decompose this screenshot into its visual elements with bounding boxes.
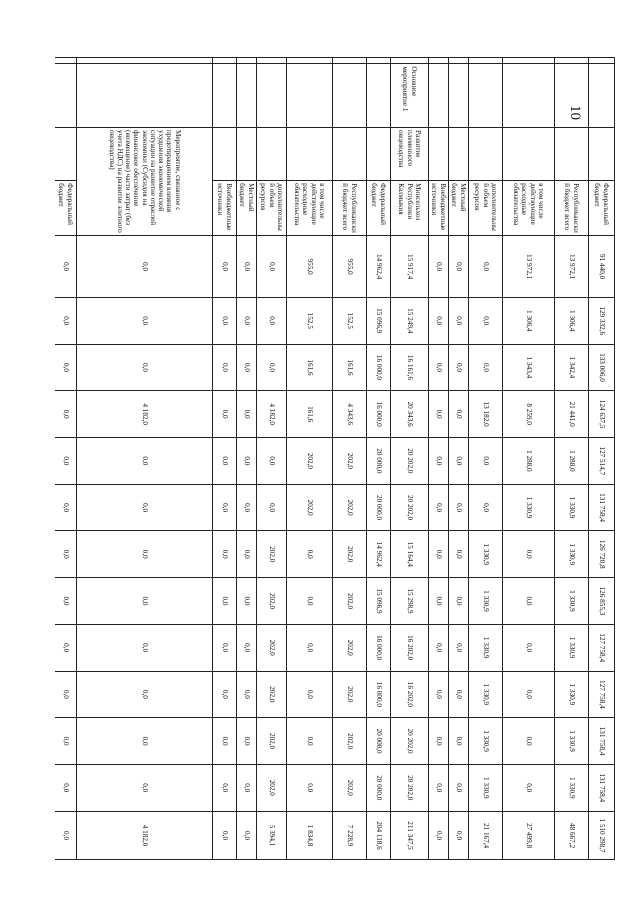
value-cell: 0,0 xyxy=(503,624,555,671)
value-cell: 0,0 xyxy=(429,624,449,671)
value-cell: 0,0 xyxy=(503,578,555,625)
value-cell: 0,0 xyxy=(213,671,237,718)
value-cell: 0,0 xyxy=(449,391,469,438)
value-cell: 1 330,9 xyxy=(469,624,503,671)
event-cell xyxy=(589,128,615,181)
value-cell: 955,0 xyxy=(287,236,333,298)
value-cell: 202,0 xyxy=(257,531,287,578)
value-cell: 0,0 xyxy=(449,344,469,391)
value-cell: 1 330,9 xyxy=(503,484,555,531)
value-cell: 202,0 xyxy=(333,718,367,765)
value-cell: 202,0 xyxy=(333,764,367,811)
value-cell: 0,0 xyxy=(237,344,257,391)
value-cell: 1 306,4 xyxy=(555,297,589,344)
value-cell: 0,0 xyxy=(213,531,237,578)
value-cell: 202,0 xyxy=(257,578,287,625)
table-row xyxy=(449,58,469,902)
source-cell: дополнительный объем ресурсов xyxy=(257,181,287,236)
value-cell: 0,0 xyxy=(77,236,213,298)
value-cell: 0,0 xyxy=(213,391,237,438)
value-cell: 0,0 xyxy=(55,391,77,438)
value-cell: 0,0 xyxy=(429,344,449,391)
group-cell xyxy=(257,64,287,128)
value-cell: 0,0 xyxy=(237,484,257,531)
total-cell: 0,0 xyxy=(213,811,237,860)
value-cell: 4 182,0 xyxy=(77,391,213,438)
value-cell: 0,0 xyxy=(77,531,213,578)
value-cell: 20 000,0 xyxy=(367,438,391,485)
value-cell: 1 330,9 xyxy=(555,671,589,718)
value-cell: 152,5 xyxy=(287,297,333,344)
value-cell: 0,0 xyxy=(449,484,469,531)
value-cell: 15 096,9 xyxy=(367,578,391,625)
value-cell: 0,0 xyxy=(55,236,77,298)
budget-table xyxy=(55,57,615,902)
source-cell: Внебюджетные источники xyxy=(213,181,237,236)
value-cell: 0,0 xyxy=(55,344,77,391)
table-row xyxy=(391,58,429,902)
value-cell: 0,0 xyxy=(257,484,287,531)
value-cell: 0,0 xyxy=(449,718,469,765)
value-cell: 16 161,6 xyxy=(391,344,429,391)
value-cell: 0,0 xyxy=(213,718,237,765)
value-cell: 14 962,4 xyxy=(367,236,391,298)
value-cell: 131 758,4 xyxy=(589,718,615,765)
value-cell: 16 202,0 xyxy=(391,624,429,671)
value-cell: 0,0 xyxy=(213,438,237,485)
value-cell: 20 202,0 xyxy=(391,438,429,485)
value-cell: 1 343,4 xyxy=(503,344,555,391)
value-cell: 202,0 xyxy=(257,624,287,671)
value-cell: 0,0 xyxy=(503,764,555,811)
value-cell: 15 298,9 xyxy=(391,578,429,625)
total-cell: 7 228,9 xyxy=(333,811,367,860)
table-row xyxy=(213,58,237,902)
value-cell: 0,0 xyxy=(429,764,449,811)
value-cell: 131 758,4 xyxy=(589,484,615,531)
value-cell: 0,0 xyxy=(287,531,333,578)
value-cell: 16 000,0 xyxy=(367,671,391,718)
total-cell: 21 167,4 xyxy=(469,811,503,860)
event-cell xyxy=(55,128,77,181)
value-cell: 0,0 xyxy=(237,391,257,438)
value-cell: 131 758,4 xyxy=(589,764,615,811)
value-cell: 202,0 xyxy=(333,438,367,485)
value-cell: 0,0 xyxy=(55,718,77,765)
value-cell: 0,0 xyxy=(237,531,257,578)
table-row xyxy=(333,58,367,902)
value-cell: 1 330,9 xyxy=(555,624,589,671)
value-cell: 1 330,9 xyxy=(469,718,503,765)
value-cell: 20 343,6 xyxy=(391,391,429,438)
total-cell: 4 182,0 xyxy=(77,811,213,860)
event-cell xyxy=(237,128,257,181)
value-cell: 0,0 xyxy=(77,438,213,485)
source-cell: в том числе действующие расходные обязательства xyxy=(287,181,333,236)
value-cell: 0,0 xyxy=(287,578,333,625)
value-cell: 0,0 xyxy=(237,236,257,298)
value-cell: 0,0 xyxy=(213,297,237,344)
table-row xyxy=(237,58,257,902)
event-cell xyxy=(449,128,469,181)
value-cell: 20 202,0 xyxy=(391,764,429,811)
value-cell: 202,0 xyxy=(257,718,287,765)
value-cell: 16 000,0 xyxy=(367,391,391,438)
value-cell: 0,0 xyxy=(469,484,503,531)
total-cell: 0,0 xyxy=(55,811,77,860)
value-cell: 0,0 xyxy=(469,438,503,485)
value-cell: 0,0 xyxy=(77,718,213,765)
value-cell: 202,0 xyxy=(333,531,367,578)
table-row xyxy=(555,58,589,902)
value-cell: 0,0 xyxy=(429,718,449,765)
event-cell xyxy=(287,128,333,181)
value-cell: 0,0 xyxy=(237,438,257,485)
value-cell: 161,6 xyxy=(333,344,367,391)
value-cell: 202,0 xyxy=(257,671,287,718)
value-cell: 0,0 xyxy=(55,297,77,344)
table-row xyxy=(589,58,615,902)
value-cell: 0,0 xyxy=(257,344,287,391)
group-cell xyxy=(333,64,367,128)
event-cell xyxy=(257,128,287,181)
value-cell: 0,0 xyxy=(213,578,237,625)
source-cell: Минсельхоз Республики Калмыкия xyxy=(391,181,429,236)
value-cell: 161,6 xyxy=(287,391,333,438)
value-cell: 152,5 xyxy=(333,297,367,344)
value-cell: 15 917,4 xyxy=(391,236,429,298)
value-cell: 129 332,6 xyxy=(589,297,615,344)
value-cell: 202,0 xyxy=(333,671,367,718)
value-cell: 0,0 xyxy=(429,484,449,531)
value-cell: 13 182,0 xyxy=(469,391,503,438)
value-cell: 1 330,9 xyxy=(469,578,503,625)
total-cell: 5 394,1 xyxy=(257,811,287,860)
value-cell: 202,0 xyxy=(333,578,367,625)
table-row xyxy=(503,58,555,902)
value-cell: 0,0 xyxy=(449,624,469,671)
value-cell: 0,0 xyxy=(77,671,213,718)
event-cell xyxy=(503,128,555,181)
value-cell: 1 330,9 xyxy=(469,671,503,718)
value-cell: 0,0 xyxy=(503,718,555,765)
value-cell: 124 637,5 xyxy=(589,391,615,438)
group-cell xyxy=(589,64,615,128)
source-cell: дополнительный объем ресурсов xyxy=(469,181,503,236)
value-cell: 0,0 xyxy=(55,624,77,671)
value-cell: 202,0 xyxy=(333,624,367,671)
value-cell: 0,0 xyxy=(429,438,449,485)
group-cell xyxy=(555,64,589,128)
value-cell: 0,0 xyxy=(469,297,503,344)
value-cell: 127 514,7 xyxy=(589,438,615,485)
value-cell: 4 182,0 xyxy=(257,391,287,438)
value-cell: 1 330,9 xyxy=(469,531,503,578)
value-cell: 0,0 xyxy=(449,531,469,578)
value-cell: 0,0 xyxy=(55,531,77,578)
group-cell xyxy=(503,64,555,128)
event-cell xyxy=(469,128,503,181)
table-row xyxy=(287,58,333,902)
event-cell: Мероприятие, связанное с предотвращением влияния ухудшения экономической ситуации на развитие отраслей экономики (Субсидия на финансовое обеспечение (возмещение) части затрат (без учета НДС) на развитие элитного овцеводства) xyxy=(77,128,213,236)
value-cell: 0,0 xyxy=(287,671,333,718)
value-cell: 1 330,9 xyxy=(555,531,589,578)
value-cell: 13 972,1 xyxy=(555,236,589,298)
table-row xyxy=(77,58,213,902)
value-cell: 0,0 xyxy=(213,484,237,531)
event-cell xyxy=(367,128,391,181)
event-cell xyxy=(429,128,449,181)
value-cell: 0,0 xyxy=(469,236,503,298)
value-cell: 0,0 xyxy=(55,671,77,718)
source-cell: в том числе действующие расходные обязательства xyxy=(503,181,555,236)
value-cell: 0,0 xyxy=(503,531,555,578)
value-cell: 0,0 xyxy=(55,764,77,811)
value-cell: 91 440,0 xyxy=(589,236,615,298)
value-cell: 0,0 xyxy=(429,671,449,718)
landscape-table-area xyxy=(55,57,615,902)
value-cell: 0,0 xyxy=(213,764,237,811)
value-cell: 0,0 xyxy=(287,718,333,765)
value-cell: 955,0 xyxy=(333,236,367,298)
total-cell: 204 118,6 xyxy=(367,811,391,860)
value-cell: 20 202,0 xyxy=(391,484,429,531)
value-cell: 0,0 xyxy=(449,236,469,298)
value-cell: 20 000,0 xyxy=(367,484,391,531)
value-cell: 1 306,4 xyxy=(503,297,555,344)
event-cell xyxy=(555,128,589,181)
source-cell: Местный бюджет xyxy=(449,181,469,236)
event-cell: Развитие племенного овцеводства xyxy=(391,128,429,181)
total-cell: 211 347,5 xyxy=(391,811,429,860)
total-cell: 0,0 xyxy=(449,811,469,860)
value-cell: 126 720,8 xyxy=(589,531,615,578)
value-cell: 20 000,0 xyxy=(367,764,391,811)
table-row xyxy=(429,58,449,902)
table-row xyxy=(257,58,287,902)
value-cell: 0,0 xyxy=(55,438,77,485)
value-cell: 15 164,4 xyxy=(391,531,429,578)
group-cell xyxy=(287,64,333,128)
value-cell: 126 855,3 xyxy=(589,578,615,625)
total-cell: 48 667,2 xyxy=(555,811,589,860)
table-frame xyxy=(55,57,615,902)
value-cell: 0,0 xyxy=(429,578,449,625)
value-cell: 0,0 xyxy=(77,624,213,671)
value-cell: 0,0 xyxy=(237,624,257,671)
value-cell: 15 249,4 xyxy=(391,297,429,344)
value-cell: 0,0 xyxy=(213,344,237,391)
value-cell: 0,0 xyxy=(449,671,469,718)
value-cell: 0,0 xyxy=(55,578,77,625)
table-row xyxy=(469,58,503,902)
value-cell: 0,0 xyxy=(257,236,287,298)
source-cell: Федеральный бюджет xyxy=(589,181,615,236)
total-cell: 1 834,8 xyxy=(287,811,333,860)
value-cell: 0,0 xyxy=(213,236,237,298)
value-cell: 0,0 xyxy=(429,531,449,578)
value-cell: 1 342,4 xyxy=(555,344,589,391)
value-cell: 0,0 xyxy=(429,236,449,298)
value-cell: 161,6 xyxy=(287,344,333,391)
value-cell: 0,0 xyxy=(237,718,257,765)
value-cell: 20 202,0 xyxy=(391,718,429,765)
value-cell: 0,0 xyxy=(449,578,469,625)
total-cell: 0,0 xyxy=(429,811,449,860)
value-cell: 133 006,0 xyxy=(589,344,615,391)
group-cell xyxy=(213,64,237,128)
value-cell: 14 962,4 xyxy=(367,531,391,578)
value-cell: 1 330,9 xyxy=(555,578,589,625)
value-cell: 0,0 xyxy=(77,297,213,344)
value-cell: 20 000,0 xyxy=(367,718,391,765)
value-cell: 15 096,9 xyxy=(367,297,391,344)
total-cell: 0,0 xyxy=(237,811,257,860)
value-cell: 16 202,0 xyxy=(391,671,429,718)
value-cell: 202,0 xyxy=(257,764,287,811)
value-cell: 16 000,0 xyxy=(367,344,391,391)
value-cell: 127 758,4 xyxy=(589,671,615,718)
value-cell: 0,0 xyxy=(503,671,555,718)
value-cell: 13 972,1 xyxy=(503,236,555,298)
group-cell xyxy=(55,64,77,128)
value-cell: 0,0 xyxy=(237,671,257,718)
source-cell: Местный бюджет xyxy=(237,181,257,236)
group-cell: Основное мероприятие 1 xyxy=(391,64,429,128)
table-row xyxy=(367,58,391,902)
source-cell: Республиканский бюджет всего xyxy=(555,181,589,236)
value-cell: 0,0 xyxy=(449,297,469,344)
value-cell: 1 288,0 xyxy=(503,438,555,485)
value-cell: 0,0 xyxy=(77,764,213,811)
source-cell: Внебюджетные источники xyxy=(429,181,449,236)
value-cell: 0,0 xyxy=(469,344,503,391)
value-cell: 0,0 xyxy=(257,297,287,344)
page-number: 10 xyxy=(567,105,583,120)
value-cell: 21 441,0 xyxy=(555,391,589,438)
value-cell: 0,0 xyxy=(287,764,333,811)
value-cell: 0,0 xyxy=(287,624,333,671)
event-cell xyxy=(213,128,237,181)
value-cell: 1 330,9 xyxy=(555,764,589,811)
value-cell: 0,0 xyxy=(213,624,237,671)
value-cell: 4 343,6 xyxy=(333,391,367,438)
value-cell: 0,0 xyxy=(449,438,469,485)
total-cell: 27 499,8 xyxy=(503,811,555,860)
value-cell: 16 000,0 xyxy=(367,624,391,671)
group-cell xyxy=(429,64,449,128)
value-cell: 0,0 xyxy=(237,764,257,811)
group-cell xyxy=(469,64,503,128)
group-cell xyxy=(367,64,391,128)
value-cell: 1 330,9 xyxy=(469,764,503,811)
value-cell: 1 330,9 xyxy=(555,718,589,765)
value-cell: 1 288,0 xyxy=(555,438,589,485)
value-cell: 0,0 xyxy=(237,297,257,344)
total-cell: 1 510 298,7 xyxy=(589,811,615,860)
value-cell: 0,0 xyxy=(77,344,213,391)
value-cell: 202,0 xyxy=(287,438,333,485)
value-cell: 0,0 xyxy=(237,578,257,625)
value-cell: 202,0 xyxy=(287,484,333,531)
source-cell: Федеральный бюджет xyxy=(55,181,77,236)
value-cell: 0,0 xyxy=(449,764,469,811)
group-cell xyxy=(449,64,469,128)
table-row xyxy=(55,58,77,902)
source-cell: Республиканский бюджет всего xyxy=(333,181,367,236)
value-cell: 202,0 xyxy=(333,484,367,531)
value-cell: 8 259,0 xyxy=(503,391,555,438)
value-cell: 0,0 xyxy=(429,297,449,344)
value-cell: 0,0 xyxy=(77,578,213,625)
group-cell xyxy=(237,64,257,128)
event-cell xyxy=(333,128,367,181)
value-cell: 0,0 xyxy=(429,391,449,438)
group-cell xyxy=(77,64,213,128)
source-cell: Федеральный бюджет xyxy=(367,181,391,236)
value-cell: 0,0 xyxy=(55,484,77,531)
value-cell: 0,0 xyxy=(77,484,213,531)
value-cell: 1 330,9 xyxy=(555,484,589,531)
value-cell: 127 758,4 xyxy=(589,624,615,671)
value-cell: 0,0 xyxy=(257,438,287,485)
